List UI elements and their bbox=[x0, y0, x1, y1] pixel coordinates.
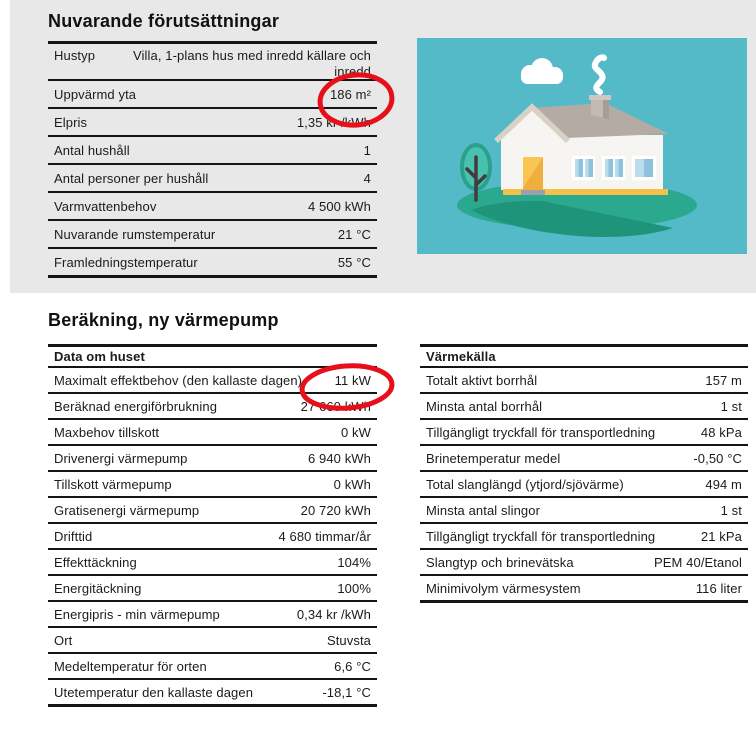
table-row bbox=[48, 368, 377, 394]
row-value: 55 °C bbox=[337, 254, 371, 270]
table-row bbox=[420, 576, 748, 600]
row-label: Energipris - min värmepump bbox=[54, 606, 220, 622]
row-value: 0,34 kr /kWh bbox=[296, 606, 371, 622]
table-header-row bbox=[48, 347, 377, 368]
row-label: Totalt aktivt borrhål bbox=[426, 372, 538, 388]
table-row bbox=[48, 221, 377, 249]
table-row bbox=[48, 137, 377, 165]
window-double-1 bbox=[572, 156, 595, 180]
row-value: 4 680 timmar/år bbox=[278, 528, 371, 544]
row-value: 186 m² bbox=[329, 86, 371, 102]
table-row bbox=[48, 446, 377, 472]
row-value: 20 720 kWh bbox=[300, 502, 371, 518]
door-step bbox=[521, 190, 545, 195]
row-value: 104% bbox=[337, 554, 371, 570]
row-value: 100% bbox=[337, 580, 371, 596]
table-row bbox=[420, 524, 748, 550]
table-row bbox=[420, 394, 748, 420]
row-label: Beräknad energiförbrukning bbox=[54, 398, 218, 414]
row-label: Framledningstemperatur bbox=[54, 254, 198, 270]
row-label: Medeltemperatur för orten bbox=[54, 658, 207, 674]
table-row bbox=[48, 44, 377, 81]
table-row bbox=[420, 420, 748, 446]
house-data-table bbox=[48, 344, 377, 707]
row-value: 1 bbox=[363, 142, 371, 158]
row-label: Hustyp bbox=[54, 48, 96, 63]
row-label: Utetemperatur den kallaste dagen bbox=[54, 684, 254, 700]
row-value: 0 kWh bbox=[333, 476, 371, 492]
section-title-calculation: Beräkning, ny värmepump bbox=[48, 310, 279, 330]
row-label: Maxbehov tillskott bbox=[54, 424, 160, 440]
heat-source-table bbox=[420, 344, 748, 603]
row-value: -0,50 °C bbox=[693, 450, 742, 466]
row-label: Minsta antal borrhål bbox=[426, 398, 543, 414]
table-row bbox=[48, 249, 377, 275]
row-label: Maximalt effektbehov (den kallaste dagen) bbox=[54, 372, 303, 388]
row-label: Tillgängligt tryckfall för transportledning bbox=[426, 528, 656, 544]
window-wide bbox=[632, 156, 656, 180]
table-row bbox=[48, 680, 377, 704]
row-value: 0 kW bbox=[340, 424, 371, 440]
row-label: Ort bbox=[54, 632, 73, 648]
table-row bbox=[420, 472, 748, 498]
row-label: Effekttäckning bbox=[54, 554, 137, 570]
table-header: Data om huset bbox=[54, 349, 145, 364]
row-value: 1,35 kr /kWh bbox=[296, 114, 371, 130]
table-row bbox=[48, 193, 377, 221]
table-row bbox=[48, 472, 377, 498]
table-row bbox=[48, 550, 377, 576]
row-label: Uppvärmd yta bbox=[54, 86, 137, 102]
row-value: 1 st bbox=[720, 502, 742, 518]
table-row bbox=[48, 394, 377, 420]
table-row bbox=[48, 576, 377, 602]
table-row bbox=[420, 550, 748, 576]
row-value: 21 kPa bbox=[700, 528, 742, 544]
table-row bbox=[48, 524, 377, 550]
row-value: 4 bbox=[363, 170, 371, 186]
row-label: Slangtyp och brinevätska bbox=[426, 554, 574, 570]
row-label: Drivenergi värmepump bbox=[54, 450, 188, 466]
row-value: 48 kPa bbox=[700, 424, 742, 440]
row-label: Tillgängligt tryckfall för transportledning bbox=[426, 424, 656, 440]
row-label: Antal hushåll bbox=[54, 142, 130, 158]
table-row bbox=[48, 420, 377, 446]
table-row bbox=[48, 81, 377, 109]
row-label: Elpris bbox=[54, 114, 88, 130]
row-value: 21 °C bbox=[337, 226, 371, 242]
row-value: 27 660 kWh bbox=[300, 398, 371, 414]
row-label: Gratisenergi värmepump bbox=[54, 502, 200, 518]
row-value: 4 500 kWh bbox=[307, 198, 371, 214]
row-label: Tillskott värmepump bbox=[54, 476, 172, 492]
row-label: Minsta antal slingor bbox=[426, 502, 540, 518]
table-row bbox=[420, 498, 748, 524]
row-value: 1 st bbox=[720, 398, 742, 414]
table-row bbox=[48, 628, 377, 654]
table-header: Värmekälla bbox=[426, 349, 496, 364]
row-value: 6 940 kWh bbox=[307, 450, 371, 466]
house-illustration bbox=[417, 38, 747, 254]
row-value: Stuvsta bbox=[326, 632, 371, 648]
current-conditions-table bbox=[48, 41, 377, 278]
row-label: Nuvarande rumstemperatur bbox=[54, 226, 216, 242]
row-value: 6,6 °C bbox=[334, 658, 371, 674]
row-label: Energitäckning bbox=[54, 580, 142, 596]
table-header-row bbox=[420, 347, 748, 368]
table-row bbox=[48, 602, 377, 628]
row-label: Minimivolym värmesystem bbox=[426, 580, 581, 596]
row-value: 494 m bbox=[705, 476, 742, 492]
table-row bbox=[420, 446, 748, 472]
row-value: 116 liter bbox=[695, 580, 742, 596]
table-row bbox=[420, 368, 748, 394]
row-label: Varmvattenbehov bbox=[54, 198, 157, 214]
section-title-current-conditions: Nuvarande förutsättningar bbox=[48, 11, 280, 31]
table-row bbox=[48, 165, 377, 193]
row-label: Total slanglängd (ytjord/sjövärme) bbox=[426, 476, 624, 492]
row-value: Villa, 1-plans hus med inredd källare och inredd bbox=[133, 48, 371, 79]
row-label: Drifttid bbox=[54, 528, 93, 544]
row-value: PEM 40/Etanol bbox=[653, 554, 742, 570]
table-row bbox=[48, 654, 377, 680]
window-double-2 bbox=[602, 156, 625, 180]
table-row bbox=[48, 109, 377, 137]
row-value: 157 m bbox=[705, 372, 742, 388]
row-value: 11 kW bbox=[334, 372, 371, 388]
row-label: Brinetemperatur medel bbox=[426, 450, 561, 466]
row-value: -18,1 °C bbox=[322, 684, 371, 700]
table-row bbox=[48, 498, 377, 524]
row-label: Antal personer per hushåll bbox=[54, 170, 209, 186]
